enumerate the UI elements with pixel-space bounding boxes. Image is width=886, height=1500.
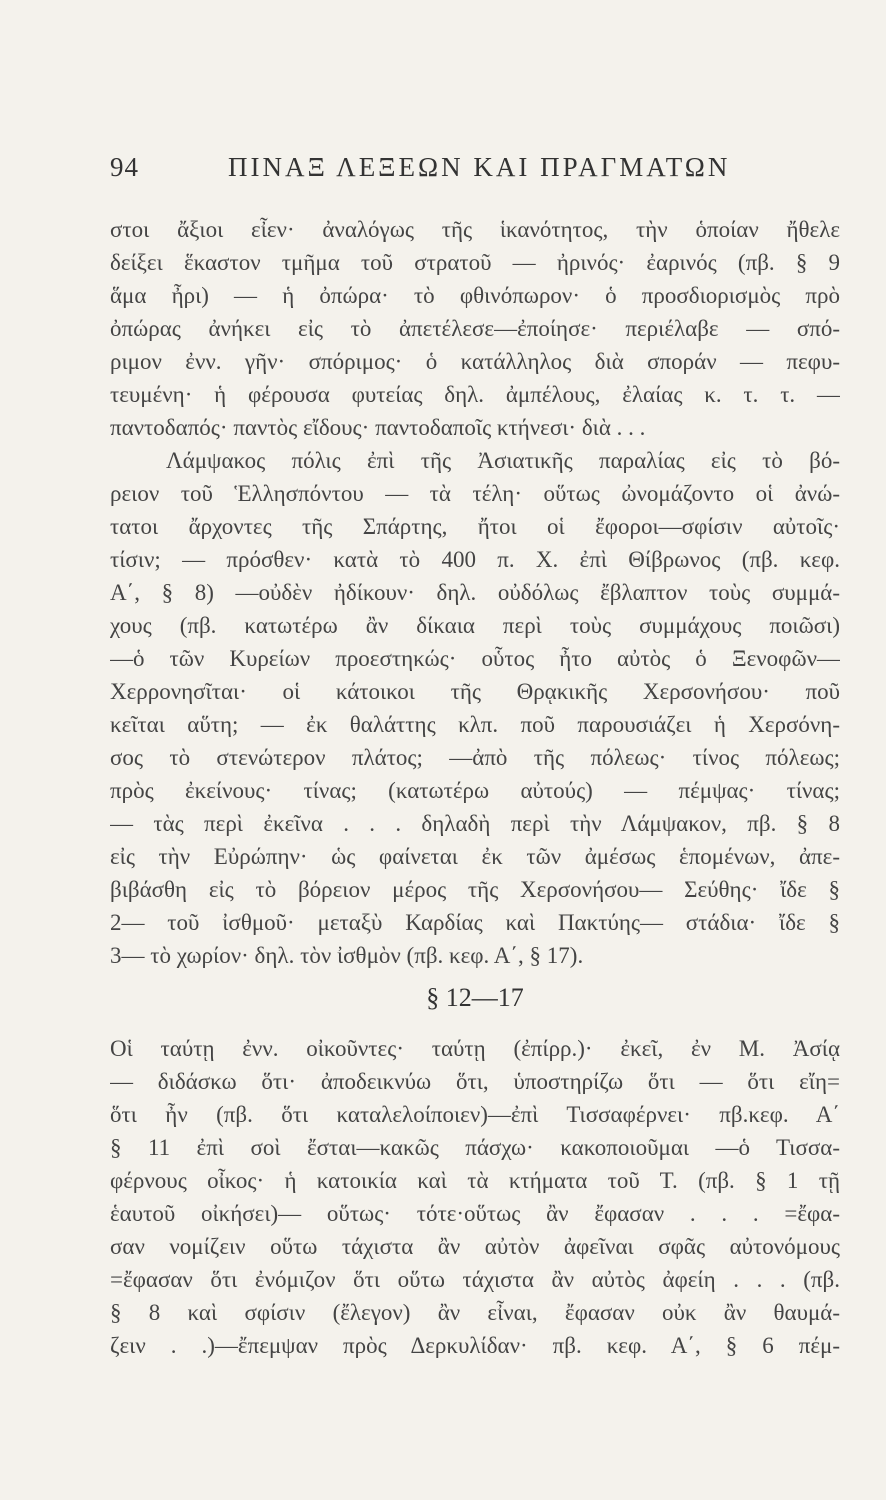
text-line: 2— τοῦ ἰσθμοῦ· μεταξὺ Καρδίας καὶ Πακτύης— στάδια· ἴδε § bbox=[110, 910, 840, 935]
text-line: παντοδαπός· παντὸς εἴδους· παντοδαποῖς κτήνεσι· διὰ . . . bbox=[110, 415, 646, 440]
text-line: στοι ἄξιοι εἶεν· ἀναλόγως τῆς ἱκανότητος, τὴν ὁποίαν ἤθελε bbox=[110, 217, 840, 242]
text-line: —ὁ τῶν Κυρείων προεστηκώς· οὗτος ἦτο αὐτὸς ὁ Ξενοφῶν— bbox=[110, 646, 840, 671]
text-line: ὅτι ἦν (πβ. ὅτι καταλελοίποιεν)—ἐπὶ Τισσαφέρνει· πβ.κεφ. Α΄ bbox=[110, 1102, 840, 1127]
text-line: τευμένη· ἡ φέρουσα φυτείας δηλ. ἀμπέλους, ἐλαίας κ. τ. τ. — bbox=[110, 382, 840, 407]
page-number: 94 bbox=[110, 152, 139, 182]
text-line: πρὸς ἐκείνους· τίνας; (κατωτέρω αὐτούς) — πέμψας· τίνας; bbox=[110, 778, 840, 803]
text-line: — διδάσκω ὅτι· ἀποδεικνύω ὅτι, ὑποστηρίζω ὅτι — ὅτι εἴη= bbox=[110, 1069, 840, 1094]
text-line: ρειον τοῦ Ἑλλησπόντου — τὰ τέλη· οὕτως ὠνομάζοντο οἱ ἀνώ- bbox=[110, 481, 840, 506]
text-line: ζειν . .)—ἔπεμψαν πρὸς Δερκυλίδαν· πβ. κεφ. Α΄, § 6 πέμ- bbox=[110, 1333, 840, 1358]
text-line: κεῖται αὕτη; — ἐκ θαλάττης κλπ. ποῦ παρουσιάζει ἡ Χερσόνη- bbox=[110, 712, 840, 737]
text-line: δείξει ἕκαστον τμῆμα τοῦ στρατοῦ — ἠρινός· ἐαρινός (πβ. § 9 bbox=[110, 250, 840, 275]
text-line: ἅμα ἦρι) — ἡ ὀπώρα· τὸ φθινόπωρον· ὁ προσδιορισμὸς πρὸ bbox=[110, 283, 840, 308]
text-line: τίσιν; — πρόσθεν· κατὰ τὸ 400 π. Χ. ἐπὶ Θίβρωνος (πβ. κεφ. bbox=[110, 547, 840, 572]
text-line: φέρνους οἶκος· ἡ κατοικία καὶ τὰ κτήματα τοῦ Τ. (πβ. § 1 τῇ bbox=[110, 1168, 840, 1193]
text-line: εἰς τὴν Εὐρώπην· ὡς φαίνεται ἐκ τῶν ἀμέσως ἑπομένων, ἀπε- bbox=[110, 844, 840, 869]
page-header bbox=[110, 152, 840, 192]
text-line: 3— τὸ χωρίον· δηλ. τὸν ἰσθμὸν (πβ. κεφ. Α΄, § 17). bbox=[110, 943, 584, 968]
text-line: χους (πβ. κατωτέρω ἂν δίκαια περὶ τοὺς συμμάχους ποιῶσι) bbox=[110, 613, 840, 638]
text-line: σαν νομίζειν οὕτω τάχιστα ἂν αὐτὸν ἀφεῖναι σφᾶς αὐτονόμους bbox=[110, 1234, 840, 1259]
body-text bbox=[110, 213, 840, 1362]
page-title: ΠΙΝΑΞ ΛΕΞΕΩΝ ΚΑΙ ΠΡΑΓΜΑΤΩΝ bbox=[228, 152, 731, 182]
text-line: § 8 καὶ σφίσιν (ἔλεγον) ἂν εἶναι, ἔφασαν οὐκ ἂν θαυμά- bbox=[110, 1300, 840, 1325]
text-line: — τὰς περὶ ἐκεῖνα . . . δηλαδὴ περὶ τὴν Λάμψακον, πβ. § 8 bbox=[110, 811, 840, 836]
text-line: ἑαυτοῦ οἰκήσει)— οὕτως· τότε·οὕτως ἂν ἔφασαν . . . =ἔφα- bbox=[110, 1201, 840, 1226]
text-line: Λάμψακος πόλις ἐπὶ τῆς Ἀσιατικῆς παραλίας εἰς τὸ βό- bbox=[166, 448, 840, 473]
text-line: Οἱ ταύτῃ ἐνν. οἰκοῦντες· ταύτῃ (ἐπίρρ.)· ἐκεῖ, ἐν Μ. Ἀσίᾳ bbox=[110, 1036, 840, 1061]
text-line: ὀπώρας ἀνήκει εἰς τὸ ἀπετέλεσε—ἐποίησε· περιέλαβε — σπό- bbox=[110, 316, 840, 341]
text-line: ριμον ἐνν. γῆν· σπόριμος· ὁ κατάλληλος διὰ σποράν — πεφυ- bbox=[110, 349, 840, 374]
text-line: Α΄, § 8) —οὐδὲν ἠδίκουν· δηλ. οὐδόλως ἔβλαπτον τοὺς συμμά- bbox=[110, 580, 840, 605]
text-line: τατοι ἄρχοντες τῆς Σπάρτης, ἤτοι οἱ ἔφοροι—σφίσιν αὐτοῖς· bbox=[110, 514, 840, 539]
text-line: § 11 ἐπὶ σοὶ ἔσται—κακῶς πάσχω· κακοποιοῦμαι —ὁ Τισσα- bbox=[110, 1135, 840, 1160]
text-line: Χερρονησῖται· οἱ κάτοικοι τῆς Θρᾳκικῆς Χερσονήσου· ποῦ bbox=[110, 679, 840, 704]
section-heading: § 12—17 bbox=[426, 983, 524, 1012]
text-line: σος τὸ στενώτερον πλάτος; —ἀπὸ τῆς πόλεως· τίνος πόλεως; bbox=[110, 745, 840, 770]
text-line: βιβάσθη εἰς τὸ βόρειον μέρος τῆς Χερσονήσου— Σεύθης· ἴδε § bbox=[110, 877, 840, 902]
text-line: =ἔφασαν ὅτι ἐνόμιζον ὅτι οὕτω τάχιστα ἂν αὐτὸς ἀφείη . . . (πβ. bbox=[110, 1267, 840, 1292]
